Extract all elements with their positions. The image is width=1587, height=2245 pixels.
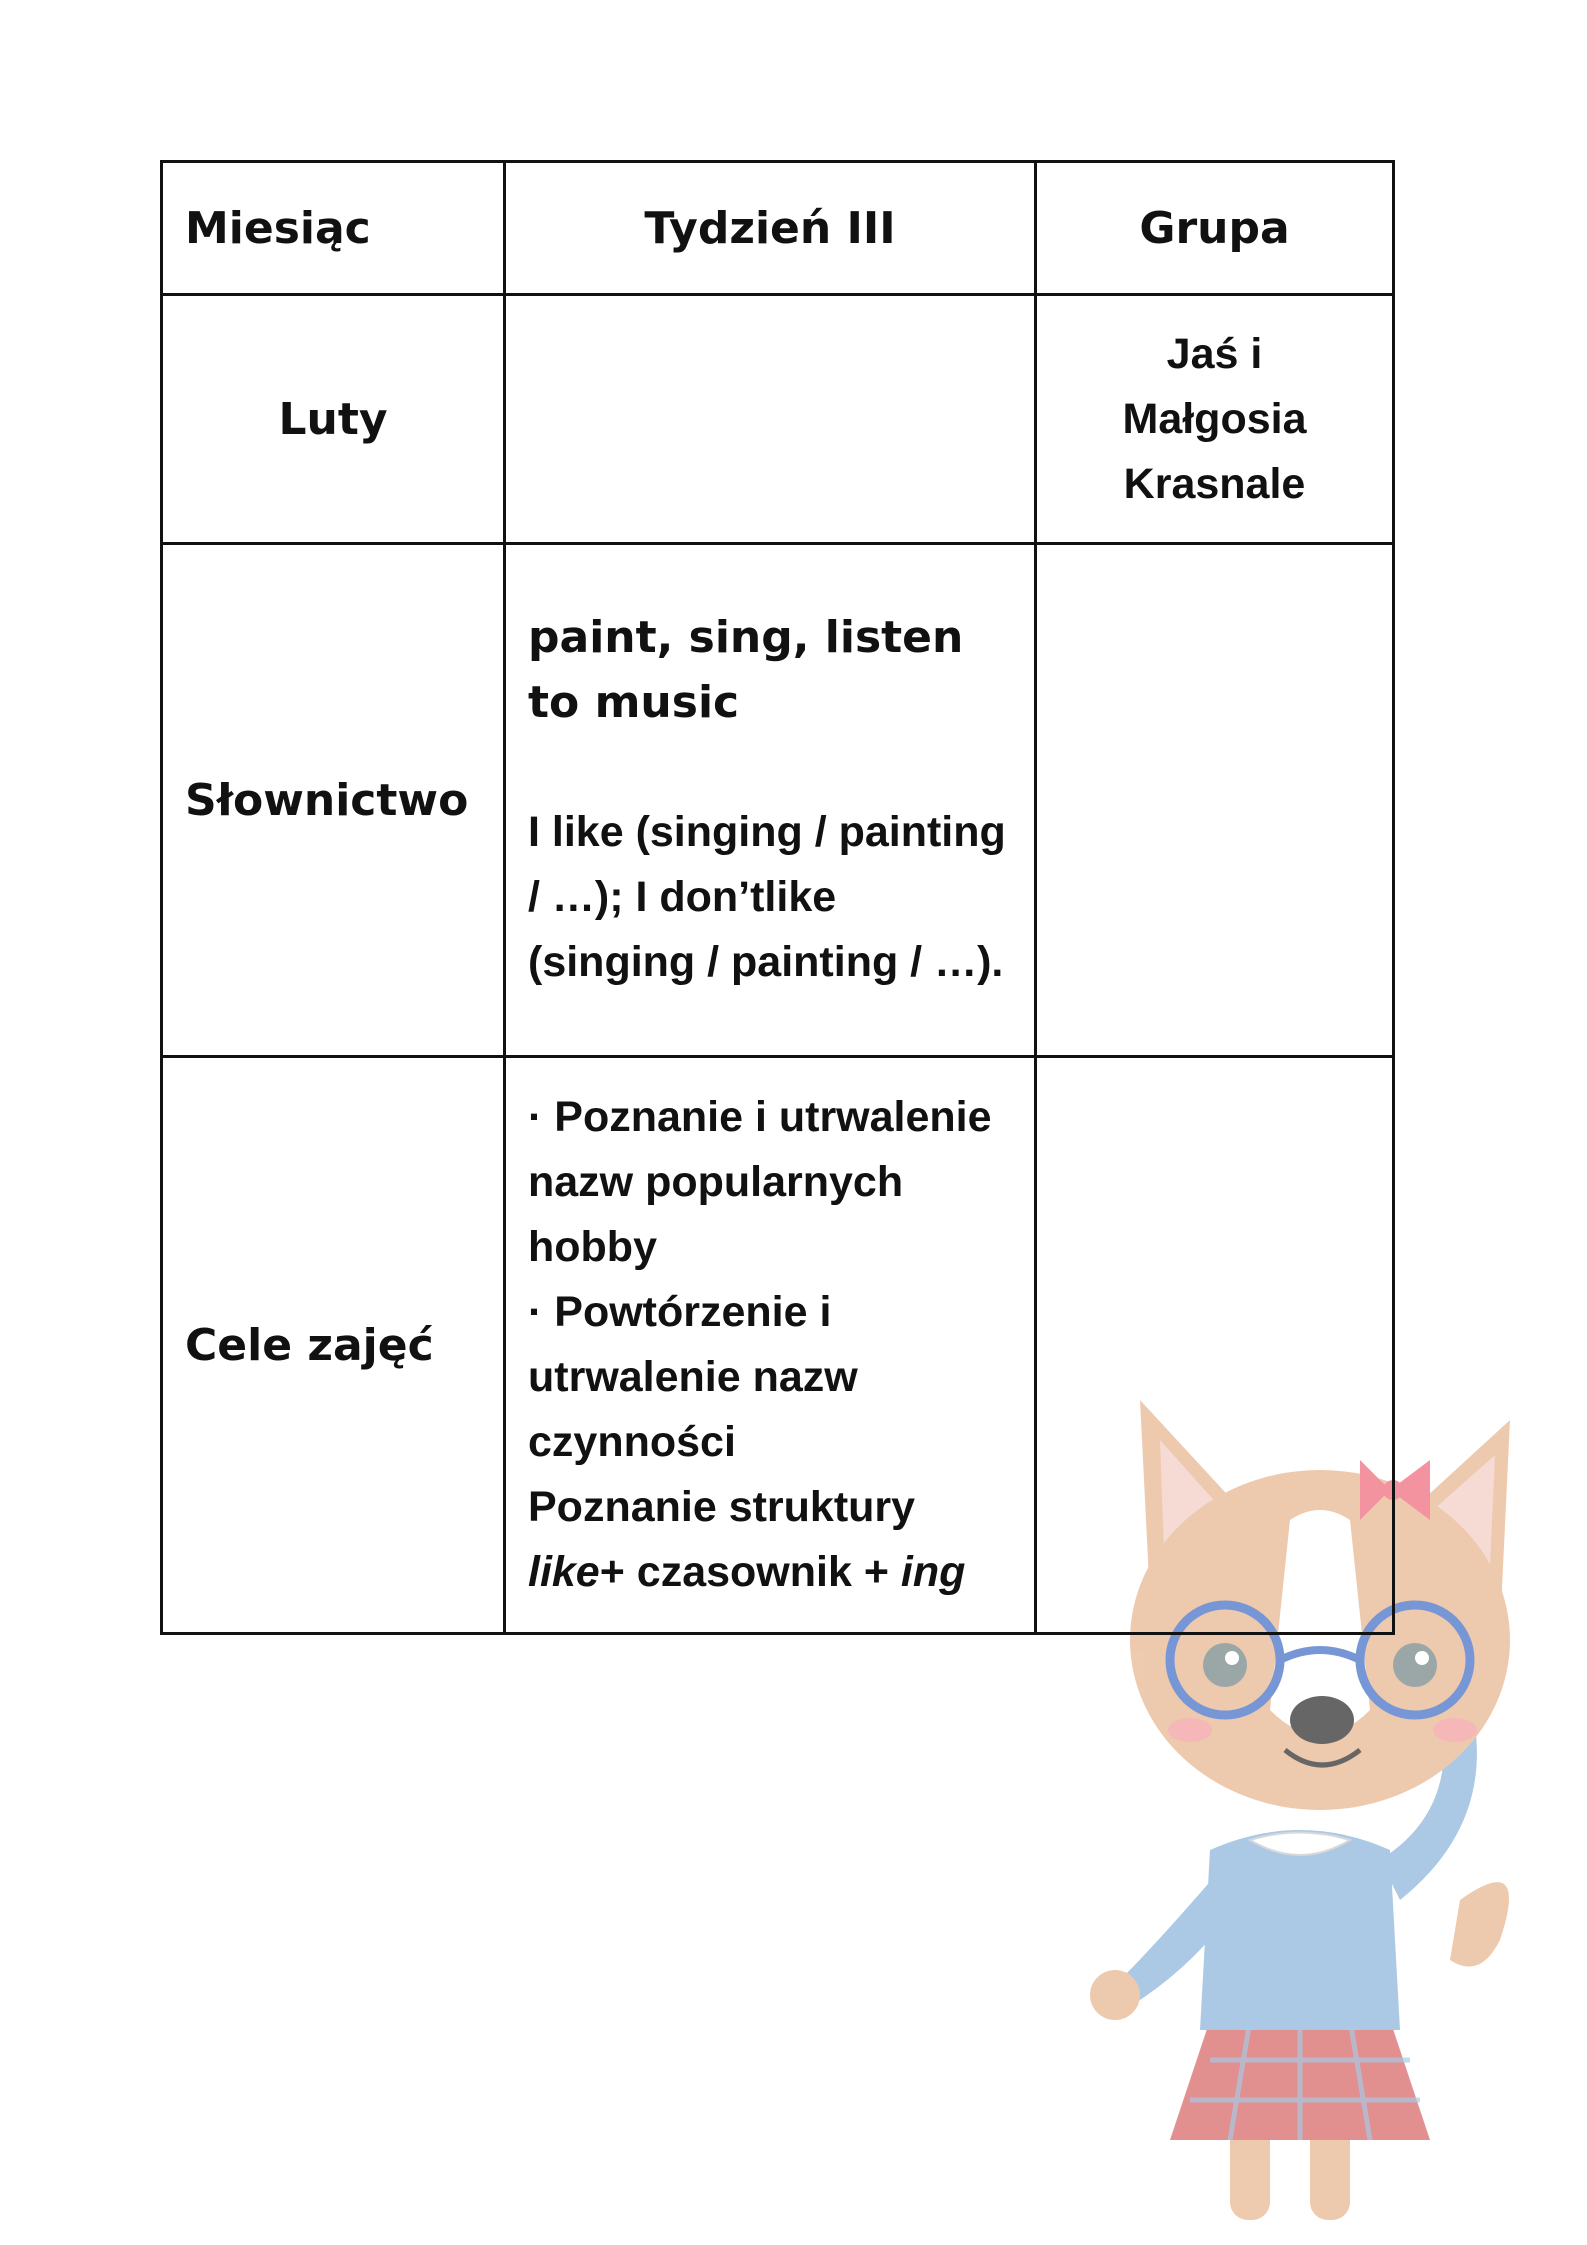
goals-content-cell: [505, 1057, 1036, 1634]
goals-extra-cell: [1036, 1057, 1394, 1634]
goal-4-mid: + czasownik +: [599, 1548, 901, 1596]
month-header: Miesiąc: [185, 202, 371, 254]
group-value-cell: [1036, 295, 1394, 544]
week-value-cell: [505, 295, 1036, 544]
vocab-structure: I like (singing / painting / …); I don’tlike (singing / painting / …).: [528, 808, 1006, 986]
goals-label-cell: [162, 1057, 505, 1634]
week-header: Tydzień III: [644, 202, 896, 254]
goal-3: Poznanie struktury: [528, 1483, 916, 1531]
table-row: [162, 295, 1394, 544]
month-value-cell: [162, 295, 505, 544]
month-value: Luty: [278, 393, 388, 445]
lesson-plan-table: [160, 160, 1395, 1635]
table-row: [162, 544, 1394, 1057]
goal-4-like: like: [528, 1548, 600, 1596]
group-header-cell: [1036, 162, 1394, 295]
goal-1: · Poznanie i utrwalenie nazw popularnych hobby: [528, 1093, 992, 1271]
goal-4: [528, 1540, 1012, 1605]
goal-4-ing: ing: [900, 1548, 966, 1596]
table-row: [162, 162, 1394, 295]
vocab-words: paint, sing, listen to music: [528, 612, 964, 728]
goals-label: Cele zajęć: [185, 1319, 434, 1371]
vocab-content-cell: [505, 544, 1036, 1057]
group-line-1: Jaś i: [1166, 329, 1263, 378]
group-line-3: Krasnale: [1123, 459, 1306, 508]
group-line-2: Małgosia: [1122, 394, 1307, 443]
vocab-label: Słownictwo: [185, 774, 469, 826]
table-row: [162, 1057, 1394, 1634]
vocab-extra-cell: [1036, 544, 1394, 1057]
group-header: Grupa: [1139, 202, 1290, 254]
goal-2: · Powtórzenie i utrwalenie nazw czynności: [528, 1288, 858, 1466]
vocab-label-cell: [162, 544, 505, 1057]
week-header-cell: [505, 162, 1036, 295]
month-header-cell: [162, 162, 505, 295]
